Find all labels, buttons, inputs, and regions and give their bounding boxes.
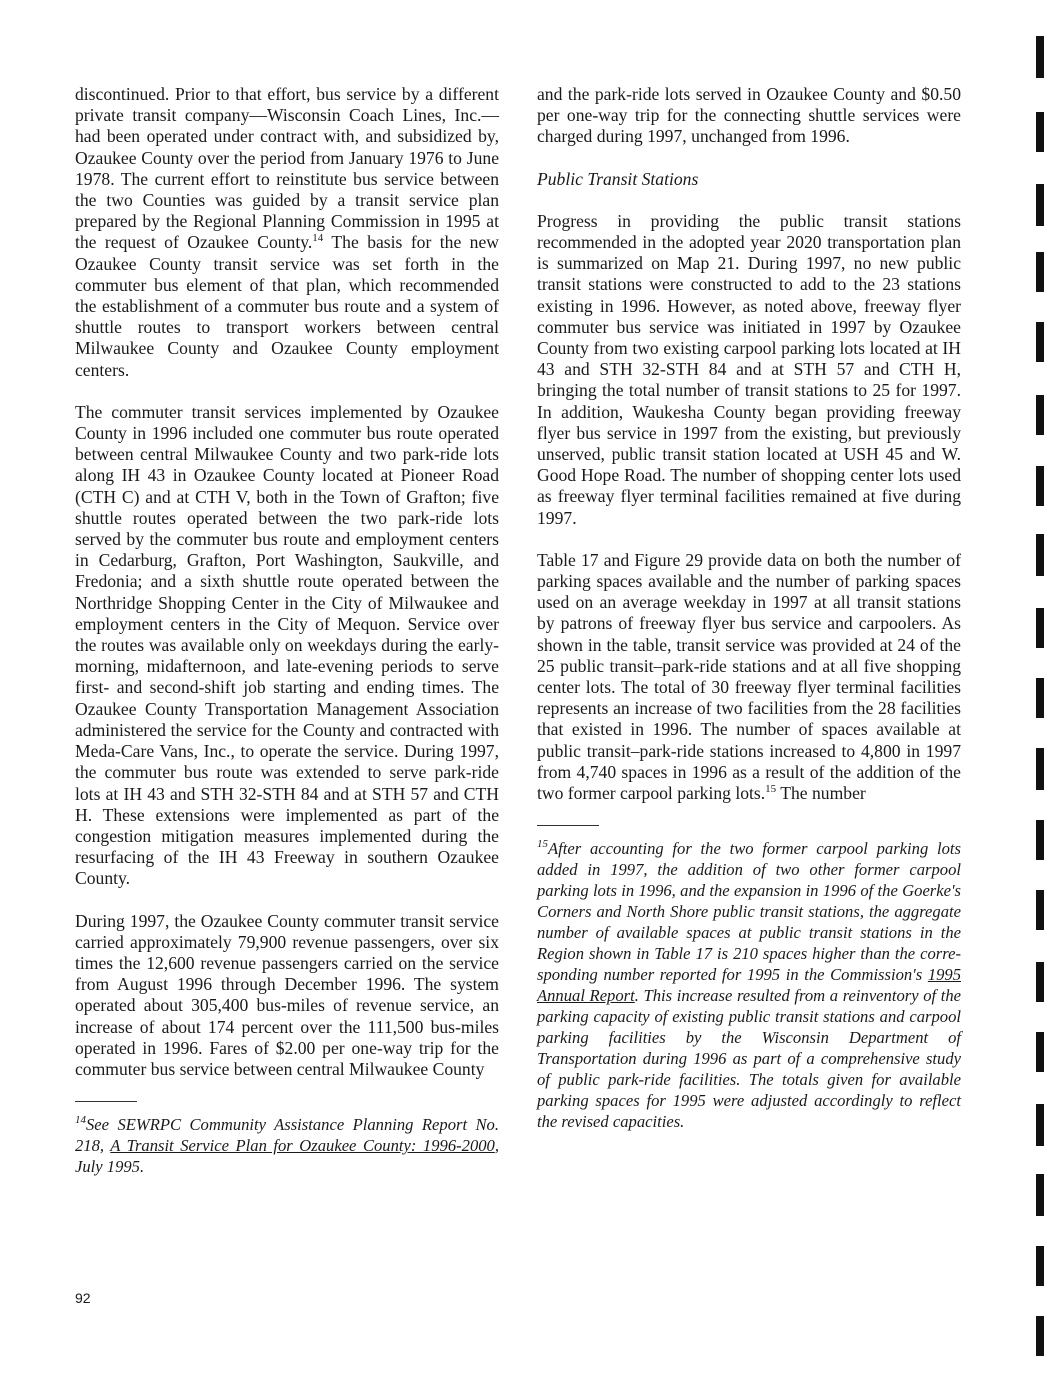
scan-mark [1036, 820, 1044, 860]
left-paragraph-2: The commuter transit services implemented by Ozaukee County in 1996 included one commuter bus route operated between central Milwaukee County and two park-ride lots along IH 43 in Ozaukee County located at Pioneer Road (CTH C) and at CTH V, both in the Town of Grafton; five shuttle routes operated between the two park-ride lots served by the commuter bus route and employment centers in Cedarburg, Grafton, Port Washington, Saukville, and Fredonia; and a sixth shuttle route operated between the Northridge Shopping Center in the City of Milwaukee and employment centers in the City of Mequon. Service over the routes was available only on weekdays during the early-morning, midafternoon, and late-evening periods to serve first- and second-shift job starting and ending times. The Ozaukee County Transportation Management Association administered the service for the County and contracted with Meda-Care Vans, Inc., to operate the service. During 1997, the commuter bus route was extended to serve park-ride lots at IH 43 and STH 32-STH 84 and at STH 57 and CTH H. These extensions were implemented as part of the congestion mitigation measures implemented during the resurfacing of the IH 43 Freeway in southern Ozaukee County. [75, 401, 499, 889]
scan-mark [1036, 608, 1044, 648]
left-column [75, 84, 499, 1177]
footnote-ref-14[interactable]: 14 [312, 232, 324, 245]
right-paragraph-2: Progress in providing the public transit stations recommended in the adopted year 2020 transportation plan is summarized on Map 21. During 1997, no new public transit stations were constructed to add to the 23 stations existing in 1996. However, as noted above, freeway flyer commuter bus service was initiated in 1997 by Ozaukee County from two existing carpool parking lots located at IH 43 and STH 32-STH 84 and at STH 57 and CTH H, bringing the total number of transit stations to 25 for 1997. In addition, Waukesha County began providing freeway flyer bus service in 1997 from the existing, but previously unserved, public transit station located at USH 45 and W. Good Hope Road. The number of shopping center lots used as freeway flyer terminal facilities remained at five during 1997. [537, 210, 961, 528]
scan-mark [1036, 534, 1044, 576]
scan-mark [1036, 466, 1044, 506]
right-p3-text-a: Table 17 and Figure 29 provide data on both the number of parking spaces available and the number of parking spaces used on an average weekday in 1997 at all transit stations by patrons of freeway flyer bus service and carpoolers. As shown in the table, transit service was provided at 24 of the 25 public transit–park-ride stations and at all five shopping center lots. The total of 30 freeway flyer terminal facilities represents an increase of two facilities from the 28 facilities that existed in 1996. The number of spaces available at public transit–park-ride stations increased to 4,800 in 1997 from 4,740 spaces in 1996 as a result of the addition of the two former carpool parking lots. [537, 549, 961, 804]
footnote-15-number: 15 [537, 838, 548, 851]
scan-mark [1036, 962, 1044, 1002]
scan-mark [1036, 395, 1044, 435]
scan-mark [1036, 1032, 1044, 1072]
scan-mark [1036, 252, 1044, 292]
footnote-15-report-title: 1995 Annual Report [537, 965, 961, 1006]
scan-mark [1036, 1246, 1044, 1286]
page-number: 92 [75, 1290, 91, 1306]
footnote-14-text-b: , July 1995. [75, 1136, 499, 1177]
right-p3-text-b: The number [776, 783, 866, 804]
left-paragraph-3: During 1997, the Ozaukee County commuter transit service carried approximately 79,900 revenue passengers, over six times the 12,600 revenue passengers carried on the service from August 1996 through December 1996. The system operated about 305,400 bus-miles of revenue service, an increase of about 174 percent over the 111,500 bus-miles operated in 1996. Fares of $2.00 per one-way trip for the commuter bus service between central Milwaukee County [75, 910, 499, 1079]
scan-mark [1036, 1174, 1044, 1216]
footnote-15-text-a: After accounting for the two former carpool parking lots added in 1997, the addition of two other former carpool parking lots in 1996, and the expansion in 1996 of the Goerke's Corners and North Shore public transit stations, the aggregate number of available spaces at public transit stations in the Region shown in Table 17 is 210 spaces higher than the corresponding number reported for 1995 in the Commission's [537, 839, 961, 985]
footnote-divider [75, 1101, 137, 1102]
left-p1-text-b: The basis for the new Ozaukee County transit service was set forth in the commuter bus element of that plan, which recommended the establishment of a commuter bus route and a system of shuttle routes to transport workers between central Milwaukee County and Ozaukee County employment centers. [75, 232, 499, 380]
footnote-15-text-b: . This increase resulted from a reinventory of the parking capacity of existing public transit stations and carpool parking facilities by the Wisconsin Department of Transportation during 1996 as part of a comprehensive study of public park-ride facilities. The totals given for available parking spaces for 1995 were adjusted accordingly to reflect the revised capacities. [537, 986, 962, 1132]
scan-mark [1036, 1316, 1044, 1356]
scan-mark [1036, 184, 1044, 226]
scan-mark [1036, 678, 1044, 718]
right-paragraph-3 [537, 550, 961, 804]
section-heading: Public Transit Stations [537, 168, 699, 189]
footnote-14-report-title: A Transit Service Plan for Ozaukee County: 1996-2000 [110, 1136, 495, 1156]
scan-mark [1036, 36, 1044, 78]
scan-mark [1036, 322, 1044, 362]
scan-mark [1036, 890, 1044, 930]
left-p1-text-a: discontinued. Prior to that effort, bus service by a different private transit company—Wisconsin Coach Lines, Inc.—had been operated under contract with, and subsidized by, Ozaukee County over the period from January 1976 to June 1978. The current effort to reinstitute bus service between the two Counties was guided by a transit service plan prepared by the Regional Planning Commission in 1995 at the request of Ozaukee County. [75, 84, 499, 253]
left-paragraph-1 [75, 84, 499, 381]
footnote-15 [537, 838, 961, 1132]
right-paragraph-1: and the park-ride lots served in Ozaukee County and $0.50 per one-way trip for the connecting shuttle services were charged during 1997, unchanged from 1996. [537, 84, 961, 147]
right-column [537, 84, 961, 1132]
scan-mark [1036, 1104, 1044, 1146]
footnote-ref-15[interactable]: 15 [765, 783, 777, 796]
footnote-14 [75, 1114, 499, 1177]
footnote-divider [537, 825, 599, 826]
footnote-14-text-a: See SEWRPC Community Assistance Planning Report No. 218, [75, 1115, 499, 1156]
scan-mark [1036, 112, 1044, 152]
scan-mark [1036, 748, 1044, 790]
footnote-14-number: 14 [75, 1114, 86, 1127]
